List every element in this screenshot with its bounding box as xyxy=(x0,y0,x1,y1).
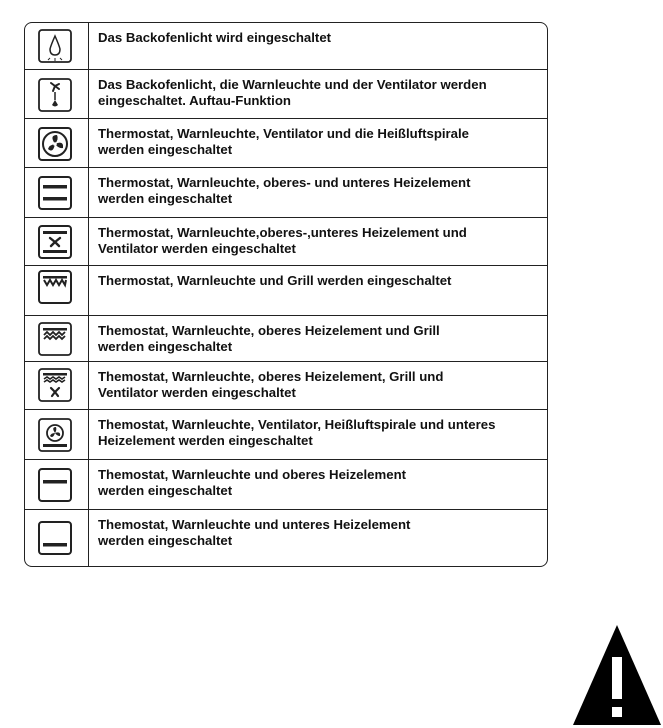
row-description: Thermostat, Warnleuchte, Ventilator und die Heißluftspirale werden eingeschaltet xyxy=(98,126,470,157)
oven-light-icon xyxy=(35,29,75,63)
table-row xyxy=(25,70,547,119)
table-row xyxy=(25,460,547,510)
top-bottom-heat-icon xyxy=(35,176,75,210)
defrost-fan-icon xyxy=(35,78,75,112)
top-heat-icon xyxy=(35,468,75,502)
top-bottom-heat-fan-icon xyxy=(35,225,75,259)
table-row xyxy=(25,23,547,70)
hot-air-fan-icon xyxy=(35,127,75,161)
row-description: Thermostat, Warnleuchte,oberes-,unteres Heizelement und Ventilator werden eingeschaltet xyxy=(98,225,467,256)
table-row xyxy=(25,362,547,410)
warning-triangle-icon xyxy=(573,625,661,725)
bottom-heat-icon xyxy=(35,521,75,555)
row-description: Das Backofenlicht, die Warnleuchte und der Ventilator werden eingeschaltet. Auftau-Funktion xyxy=(98,77,487,108)
table-row xyxy=(25,316,547,362)
grill-top-heat-fan-icon xyxy=(35,368,75,402)
row-description: Themostat, Warnleuchte, oberes Heizelement und Grill werden eingeschaltet xyxy=(98,323,440,354)
row-description: Themostat, Warnleuchte und oberes Heizelement werden eingeschaltet xyxy=(98,467,407,498)
table-row xyxy=(25,266,547,316)
row-description: Thermostat, Warnleuchte, oberes- und unteres Heizelement werden eingeschaltet xyxy=(98,175,471,206)
grill-icon xyxy=(35,270,75,304)
row-description: Themostat, Warnleuchte, oberes Heizelement, Grill und Ventilator werden eingeschaltet xyxy=(98,369,444,400)
table-row xyxy=(25,168,547,218)
row-description: Thermostat, Warnleuchte und Grill werden eingeschaltet xyxy=(98,273,452,288)
row-description: Themostat, Warnleuchte, Ventilator, Heißluftspirale und unteres Heizelement werden eingeschaltet xyxy=(98,417,496,448)
function-table xyxy=(24,22,548,567)
table-row xyxy=(25,218,547,266)
table-row xyxy=(25,410,547,460)
table-row xyxy=(25,119,547,168)
table-row xyxy=(25,510,547,567)
row-description: Das Backofenlicht wird eingeschaltet xyxy=(98,30,332,45)
hot-air-bottom-heat-icon xyxy=(35,418,75,452)
row-description: Themostat, Warnleuchte und unteres Heizelement werden eingeschaltet xyxy=(98,517,411,548)
grill-top-heat-icon xyxy=(35,322,75,356)
